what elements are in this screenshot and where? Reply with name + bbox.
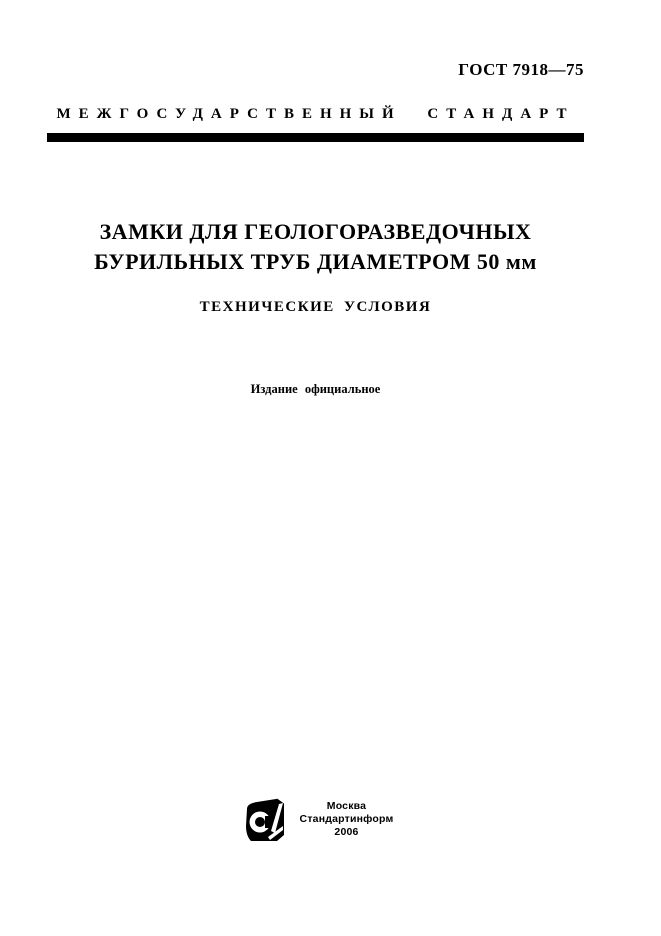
imprint-year: 2006 (334, 826, 359, 838)
horizontal-rule (47, 133, 584, 142)
document-title-line-2: БУРИЛЬНЫХ ТРУБ ДИАМЕТРОМ 50 мм (94, 249, 537, 274)
imprint-city: Москва (326, 800, 367, 812)
document-number: ГОСТ 7918—75 (458, 60, 584, 79)
document-title-line-1: ЗАМКИ ДЛЯ ГЕОЛОГОРАЗВЕДОЧНЫХ (99, 219, 532, 244)
standard-type-heading: МЕЖГОСУДАРСТВЕННЫЙ СТАНДАРТ (56, 106, 575, 122)
imprint-publisher: Стандартинформ (299, 813, 394, 825)
document-title (47, 217, 584, 277)
standartinform-logo-icon (243, 796, 287, 843)
imprint-text (300, 800, 394, 839)
publisher-imprint (0, 796, 636, 843)
official-edition-label: Издание официальное (250, 382, 381, 396)
document-subtitle: ТЕХНИЧЕСКИЕ УСЛОВИЯ (199, 299, 432, 315)
